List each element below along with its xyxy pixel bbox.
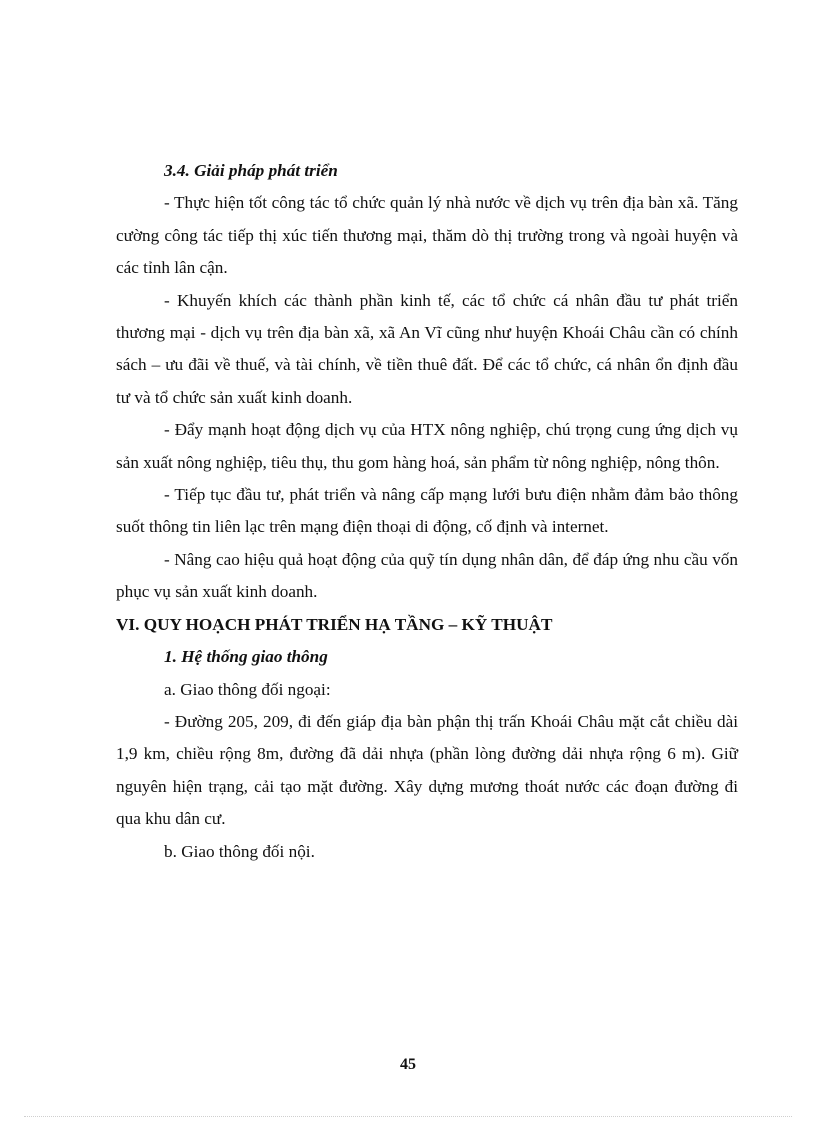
section-3-4-heading: 3.4. Giải pháp phát triển: [164, 161, 338, 180]
item-a-label: a. Giao thông đối ngoại:: [164, 679, 331, 699]
paragraph-1: - Thực hiện tốt công tác tổ chức quản lý nhà nước về dịch vụ trên địa bàn xã. Tăng cường công tác tiếp thị xúc tiến thương mại, thăm dò thị trường trong và ngoài huyện và các tỉnh lân cận.: [116, 193, 738, 278]
page-body: [116, 155, 738, 868]
section-vi-heading: VI. QUY HOẠCH PHÁT TRIỂN HẠ TẦNG – KỸ THUẬT: [116, 614, 553, 634]
paragraph-4: - Tiếp tục đầu tư, phát triển và nâng cấp mạng lưới bưu điện nhằm đảm bảo thông suốt thông tin liên lạc trên mạng điện thoại di động, cố định và internet.: [116, 485, 738, 537]
subsection-1-heading: 1. Hệ thống giao thông: [164, 647, 328, 667]
page-number: 45: [400, 1056, 416, 1073]
paragraph-6: - Đường 205, 209, đi đến giáp địa bàn phận thị trấn Khoái Châu mặt cắt chiều dài 1,9 km, chiều rộng 8m, đường đã dải nhựa (phần lòng đường dải nhựa rộng 6 m). Giữ nguyên hiện trạng, cải tạo mặt đường. Xây dựng mương thoát nước các đoạn đường đi qua khu dân cư.: [116, 711, 738, 829]
item-b-label: b. Giao thông đối nội.: [164, 841, 315, 861]
paragraph-3: - Đẩy mạnh hoạt động dịch vụ của HTX nông nghiệp, chú trọng cung ứng dịch vụ sản xuất nông nghiệp, tiêu thụ, thu gom hàng hoá, sản phẩm từ nông nghiệp, nông thôn.: [116, 420, 738, 472]
page-bottom-border: [24, 1116, 792, 1117]
paragraph-2: - Khuyến khích các thành phần kinh tế, các tổ chức cá nhân đầu tư phát triển thương mại - dịch vụ trên địa bàn xã, xã An Vĩ cũng như huyện Khoái Châu cần có chính sách – ưu đãi về thuế, và tài chính, về tiền thuê đất. Để các tổ chức, cá nhân ổn định đầu tư và tổ chức sản xuất kinh doanh.: [116, 290, 738, 407]
paragraph-5: - Nâng cao hiệu quả hoạt động của quỹ tín dụng nhân dân, để đáp ứng nhu cầu vốn phục vụ sản xuất kinh doanh.: [116, 549, 738, 602]
